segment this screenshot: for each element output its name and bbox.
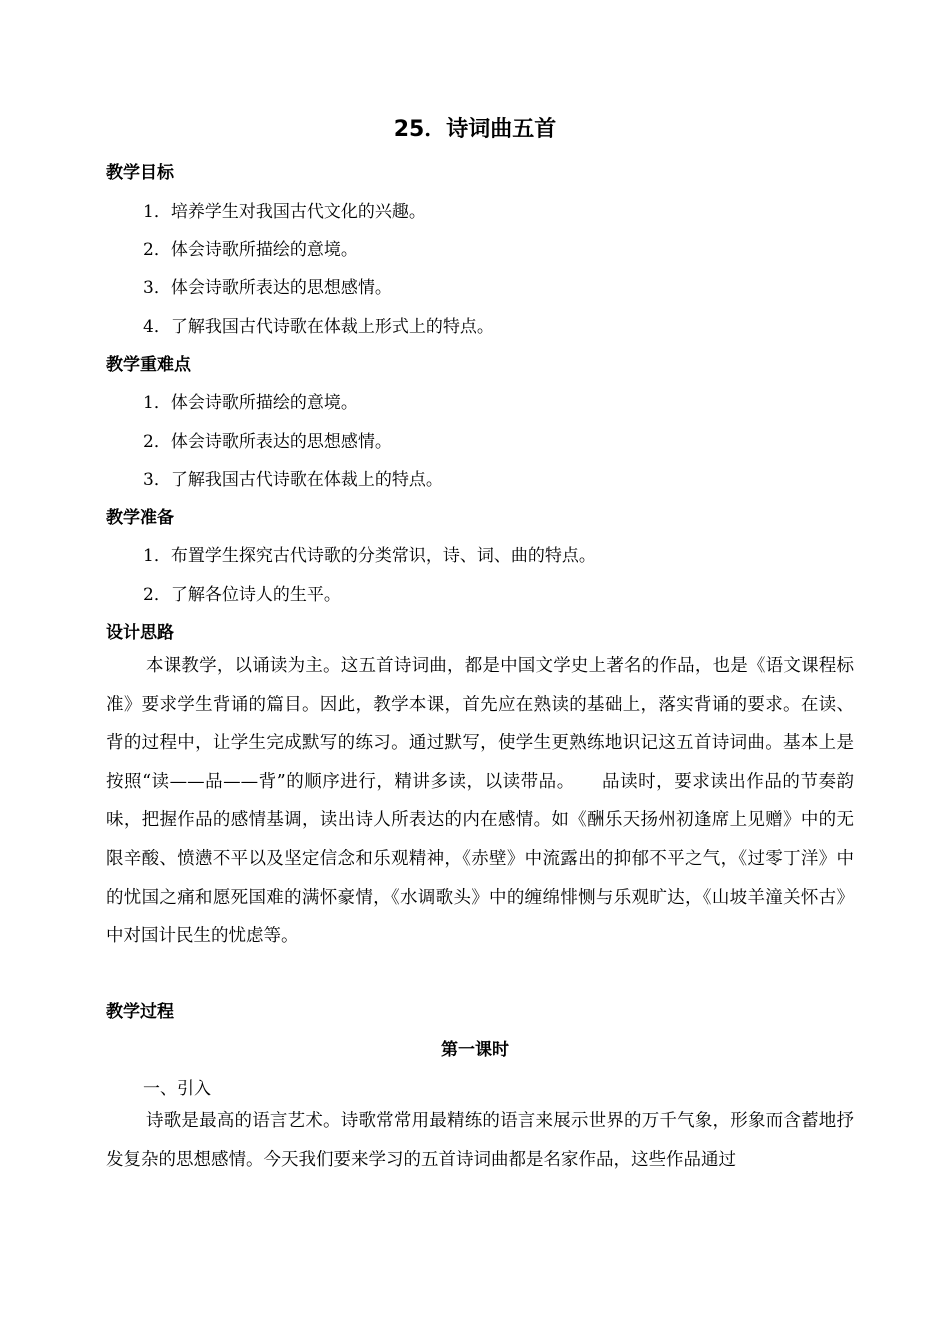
list-item: 3．体会诗歌所表达的思想感情。: [143, 278, 392, 298]
goals-heading: 教学目标: [106, 163, 174, 183]
process-heading: 教学过程: [106, 1002, 174, 1022]
list-item: 1．体会诗歌所描绘的意境。: [143, 393, 358, 413]
key-points-heading: 教学重难点: [106, 355, 191, 375]
list-item: 1．布置学生探究古代诗歌的分类常识，诗、词、曲的特点。: [143, 546, 596, 566]
intro-paragraph: 诗歌是最高的语言艺术。诗歌常常用最精练的语言来展示世界的万千气象，形象而含蓄地抒发复杂的思想感情。今天我们要来学习的五首诗词曲都是名家作品，这些作品通过: [106, 1111, 854, 1170]
step-heading: 一、引入: [143, 1079, 211, 1099]
page-title: 25．诗词曲五首: [393, 117, 557, 142]
list-item: 2．了解各位诗人的生平。: [143, 585, 341, 605]
design-heading: 设计思路: [106, 623, 174, 643]
design-paragraph: 本课教学，以诵读为主。这五首诗词曲，都是中国文学史上著名的作品，也是《语文课程标准》要求学生背诵的篇目。因此，教学本课，首先应在熟读的基础上，落实背诵的要求。在读、背的过程中，让学生完成默写的练习。通过默写，使学生更熟练地识记这五首诗词曲。基本上是按照“读——品——背”的顺序进行，精讲多读，以读带品。 品读时，要求读出作品的节奏韵味，把握作品的感情基调，读出诗人所表达的内在感情。如《酬乐天扬州初逢席上见赠》中的无限辛酸、愤懑不平以及坚定信念和乐观精神，《赤壁》中流露出的抑郁不平之气，《过零丁洋》中的忧国之痛和愿死国难的满怀豪情，《水调歌头》中的缠绵悱恻与乐观旷达，《山坡羊潼关怀古》中对国计民生的忧虑等。: [106, 656, 854, 947]
list-item: 1．培养学生对我国古代文化的兴趣。: [143, 202, 426, 222]
preparation-heading: 教学准备: [106, 508, 174, 528]
list-item: 3．了解我国古代诗歌在体裁上的特点。: [143, 470, 443, 490]
lesson-subheading: 第一课时: [441, 1040, 509, 1060]
list-item: 4．了解我国古代诗歌在体裁上形式上的特点。: [143, 317, 494, 337]
list-item: 2．体会诗歌所表达的思想感情。: [143, 432, 392, 452]
list-item: 2．体会诗歌所描绘的意境。: [143, 240, 358, 260]
